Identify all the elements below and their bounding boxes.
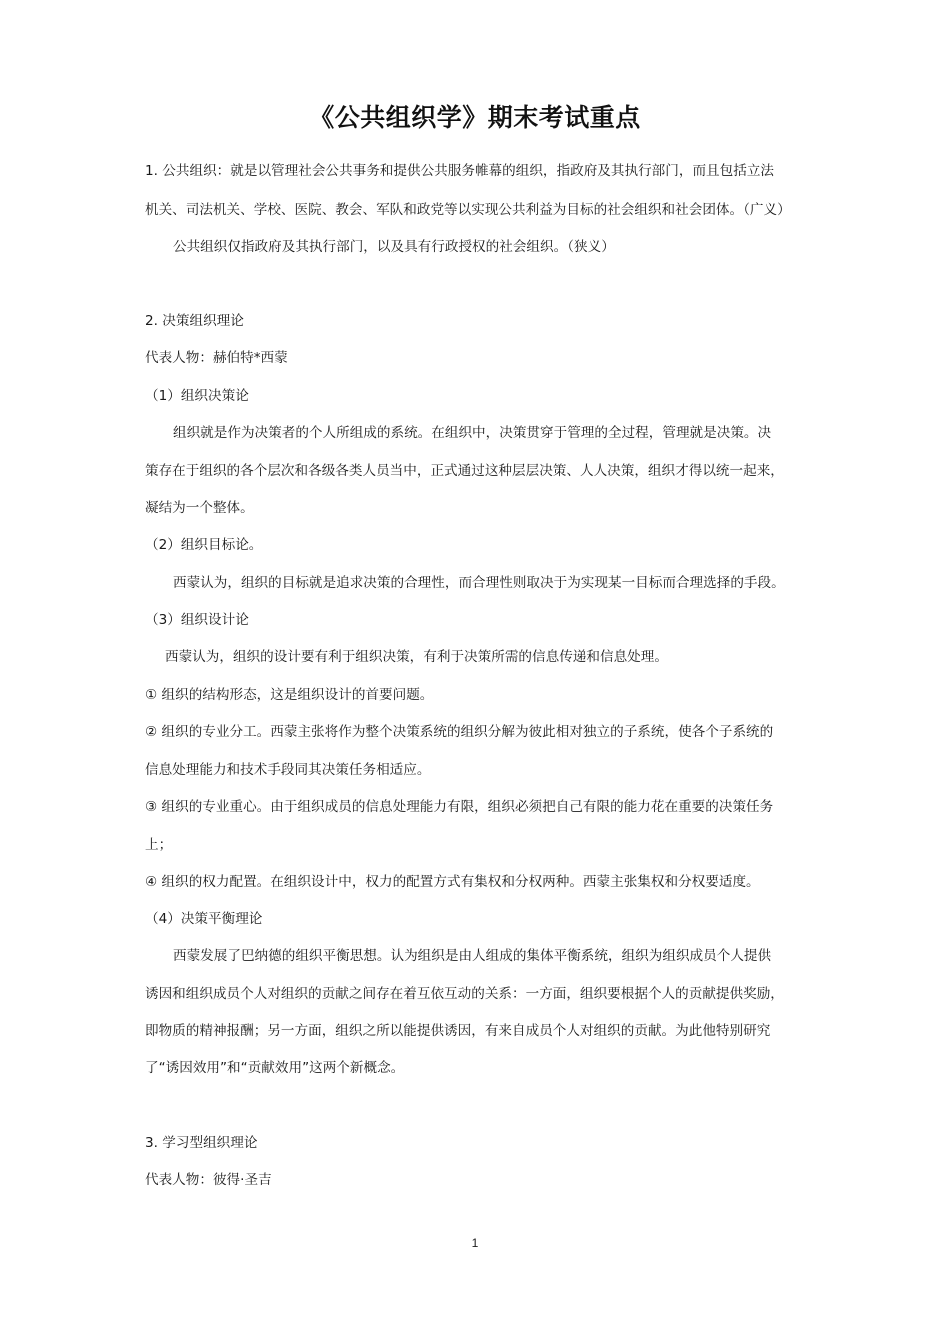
- list-item: ③ 组织的专业重心。由于组织成员的信息处理能力有限，组织必须把自己有限的能力花在重要的决策任务: [145, 799, 774, 815]
- paragraph-line: 1. 公共组织：就是以管理社会公共事务和提供公共服务帷幕的组织，指政府及其执行部门，而且包括立法: [145, 163, 775, 179]
- paragraph-line: 即物质的精神报酬；另一方面，组织之所以能提供诱因，有来自成员个人对组织的贡献。为此他特别研究: [145, 1023, 771, 1039]
- paragraph-line: 代表人物：赫伯特*西蒙: [145, 350, 288, 366]
- paragraph-line: 机关、司法机关、学校、医院、教会、军队和政党等以实现公共利益为目标的社会组织和社会团体。（广义）: [145, 202, 791, 218]
- section-heading: 2. 决策组织理论: [145, 313, 244, 329]
- paragraph-line: 组织就是作为决策者的个人所组成的系统。在组织中，决策贯穿于管理的全过程，管理就是决策。决: [173, 425, 772, 441]
- paragraph-line: 西蒙认为，组织的目标就是追求决策的合理性，而合理性则取决于为实现某一目标而合理选择的手段。: [173, 575, 785, 591]
- list-item: ① 组织的结构形态，这是组织设计的首要问题。: [145, 687, 434, 703]
- paragraph-line: 上；: [145, 837, 173, 853]
- subsection-heading: （3）组织设计论: [145, 612, 249, 628]
- page-number: 1: [471, 1236, 479, 1250]
- paragraph-line: 信息处理能力和技术手段同其决策任务相适应。: [145, 762, 431, 778]
- paragraph-line: 凝结为一个整体。: [145, 500, 254, 516]
- paragraph-line: 诱因和组织成员个人对组织的贡献之间存在着互依互动的关系：一方面，组织要根据个人的贡献提供奖励，: [145, 986, 784, 1002]
- list-item: ② 组织的专业分工。西蒙主张将作为整个决策系统的组织分解为彼此相对独立的子系统，使各个子系统的: [145, 724, 774, 740]
- subsection-heading: （4）决策平衡理论: [145, 911, 263, 927]
- subsection-heading: （2）组织目标论。: [145, 537, 263, 553]
- paragraph-line: 策存在于组织的各个层次和各级各类人员当中，正式通过这种层层决策、人人决策，组织才得以统一起来，: [145, 463, 784, 479]
- paragraph-line: 了“诱因效用”和“贡献效用”这两个新概念。: [145, 1060, 405, 1076]
- document-title: 《公共组织学》期末考试重点: [309, 103, 641, 132]
- paragraph-line: 西蒙发展了巴纳德的组织平衡思想。认为组织是由人组成的集体平衡系统，组织为组织成员个人提供: [173, 948, 772, 964]
- paragraph-line: 西蒙认为，组织的设计要有利于组织决策，有利于决策所需的信息传递和信息处理。: [165, 649, 668, 665]
- subsection-heading: （1）组织决策论: [145, 388, 249, 404]
- paragraph-line: 公共组织仅指政府及其执行部门，以及具有行政授权的社会组织。（狭义）: [173, 239, 615, 255]
- list-item: ④ 组织的权力配置。在组织设计中，权力的配置方式有集权和分权两种。西蒙主张集权和分权要适度。: [145, 874, 760, 890]
- paragraph-line: 代表人物：彼得·圣吉: [145, 1172, 272, 1188]
- section-heading: 3. 学习型组织理论: [145, 1135, 258, 1151]
